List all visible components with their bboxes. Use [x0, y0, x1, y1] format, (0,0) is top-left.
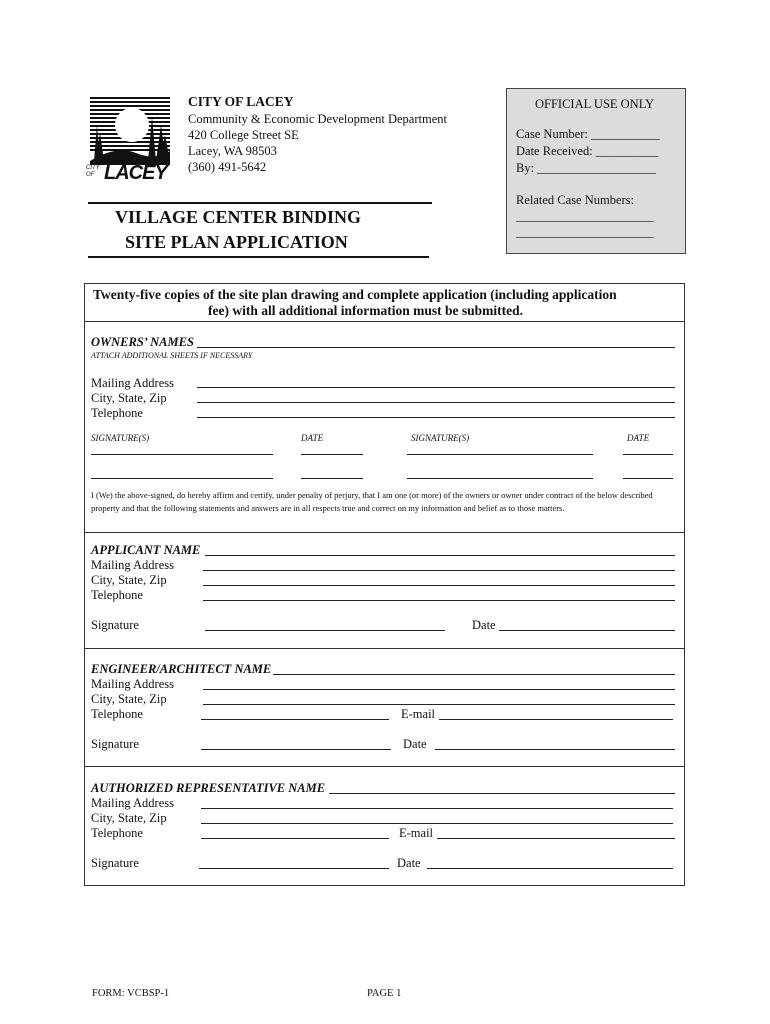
- applicant-name-input[interactable]: [205, 555, 675, 556]
- applicant-mailing-label: Mailing Address: [91, 558, 174, 572]
- applicant-city-label: City, State, Zip: [91, 573, 167, 587]
- related-case-numbers: Related Case Numbers:: [516, 193, 635, 207]
- engineer-city-label: City, State, Zip: [91, 692, 167, 706]
- owner-signature-4[interactable]: [407, 478, 593, 479]
- representative-email-label: E-mail: [399, 826, 434, 840]
- page-number: PAGE 1: [367, 988, 402, 999]
- related-line-2: ______________________: [516, 225, 654, 239]
- instructions-line2: fee) with all additional information must be submitted.: [208, 303, 524, 318]
- engineer-email-input[interactable]: [439, 719, 673, 720]
- owners-city-input[interactable]: [197, 402, 675, 403]
- official-use-heading: OFFICIAL USE ONLY: [535, 97, 655, 111]
- page-title-line1: VILLAGE CENTER BINDING: [115, 207, 362, 227]
- applicant-signature-input[interactable]: [205, 630, 445, 631]
- applicant-section: [84, 532, 685, 649]
- engineer-name-label: ENGINEER/ARCHITECT NAME: [91, 662, 272, 676]
- applicant-name-label: APPLICANT NAME: [91, 543, 201, 557]
- date-header-1: DATE: [301, 433, 324, 443]
- representative-date-label: Date: [397, 856, 421, 870]
- applicant-signature-label: Signature: [91, 618, 139, 632]
- applicant-date-input[interactable]: [499, 630, 675, 631]
- engineer-mailing-label: Mailing Address: [91, 677, 174, 691]
- engineer-signature-input[interactable]: [201, 749, 391, 750]
- owner-date-3[interactable]: [301, 478, 363, 479]
- city-name: CITY OF LACEY: [188, 94, 294, 109]
- representative-name-input[interactable]: [329, 793, 675, 794]
- representative-signature-label: Signature: [91, 856, 139, 870]
- owner-signature-3[interactable]: [91, 478, 273, 479]
- instructions-line1: Twenty-five copies of the site plan drawing and complete application (including application: [93, 287, 617, 302]
- representative-email-input[interactable]: [437, 838, 675, 839]
- applicant-telephone-input[interactable]: [203, 600, 675, 601]
- title-top-rule: [88, 202, 432, 204]
- date-header-2: DATE: [627, 433, 650, 443]
- engineer-email-label: E-mail: [401, 707, 436, 721]
- owner-signature-2[interactable]: [407, 454, 593, 455]
- representative-date-input[interactable]: [427, 868, 673, 869]
- engineer-mailing-input[interactable]: [203, 689, 675, 690]
- logo-lacey: LACEY: [104, 162, 167, 184]
- owners-mailing-label: Mailing Address: [91, 376, 174, 390]
- signatures-header-2: SIGNATURE(S): [411, 433, 470, 443]
- applicant-date-label: Date: [472, 618, 496, 632]
- date-received: Date Received: __________: [516, 144, 659, 158]
- representative-telephone-input[interactable]: [201, 838, 389, 839]
- title-bottom-rule: [88, 256, 429, 258]
- owners-name-label: OWNERS’ NAMES: [91, 335, 194, 349]
- received-by: By: ___________________: [516, 161, 656, 175]
- representative-section: [84, 766, 685, 886]
- related-line-1: ______________________: [516, 209, 654, 223]
- engineer-city-input[interactable]: [203, 704, 675, 705]
- representative-city-label: City, State, Zip: [91, 811, 167, 825]
- owners-telephone-label: Telephone: [91, 406, 143, 420]
- applicant-city-input[interactable]: [203, 585, 675, 586]
- representative-telephone-label: Telephone: [91, 826, 143, 840]
- official-use-box: [506, 88, 686, 254]
- signatures-header-1: SIGNATURE(S): [91, 433, 150, 443]
- representative-mailing-label: Mailing Address: [91, 796, 174, 810]
- owner-date-4[interactable]: [623, 478, 673, 479]
- page-title-line2: SITE PLAN APPLICATION: [125, 232, 348, 252]
- applicant-mailing-input[interactable]: [203, 570, 675, 571]
- owners-city-label: City, State, Zip: [91, 391, 167, 405]
- owner-date-1[interactable]: [301, 454, 363, 455]
- engineer-date-label: Date: [403, 737, 427, 751]
- engineer-telephone-input[interactable]: [201, 719, 389, 720]
- phone-number: (360) 491-5642: [188, 160, 267, 174]
- engineer-section: [84, 648, 685, 767]
- instructions-box: [84, 283, 685, 322]
- representative-signature-input[interactable]: [199, 868, 389, 869]
- affirmation-text: I (We) the above-signed, do hereby affirm and certify, under penalty of perjury, that I am one (or more) of the owners or owner under contract of the below described property and that the following statements and answers are in all respects true and correct on my information and belief as to those matters.: [91, 490, 653, 513]
- logo-city-of: CITY OF: [86, 165, 100, 178]
- representative-name-label: AUTHORIZED REPRESENTATIVE NAME: [91, 781, 326, 795]
- owners-name-input[interactable]: [197, 347, 675, 348]
- owner-date-2[interactable]: [623, 454, 673, 455]
- city-logo: [86, 95, 174, 185]
- representative-city-input[interactable]: [201, 823, 673, 824]
- applicant-telephone-label: Telephone: [91, 588, 143, 602]
- engineer-name-input[interactable]: [273, 674, 675, 675]
- form-number: FORM: VCBSP-1: [92, 988, 170, 999]
- owners-section: [84, 321, 685, 533]
- street-address: 420 College Street SE: [188, 128, 299, 142]
- department: Community & Economic Development Department: [188, 112, 447, 126]
- engineer-date-input[interactable]: [435, 749, 675, 750]
- owners-mailing-input[interactable]: [197, 387, 675, 388]
- case-number: Case Number: ___________: [516, 127, 660, 141]
- engineer-signature-label: Signature: [91, 737, 139, 751]
- owners-telephone-input[interactable]: [197, 417, 675, 418]
- owner-signature-1[interactable]: [91, 454, 273, 455]
- city-state: Lacey, WA 98503: [188, 144, 277, 158]
- representative-mailing-input[interactable]: [201, 808, 673, 809]
- engineer-telephone-label: Telephone: [91, 707, 143, 721]
- attach-note: ATTACH ADDITIONAL SHEETS IF NECESSARY: [91, 351, 253, 360]
